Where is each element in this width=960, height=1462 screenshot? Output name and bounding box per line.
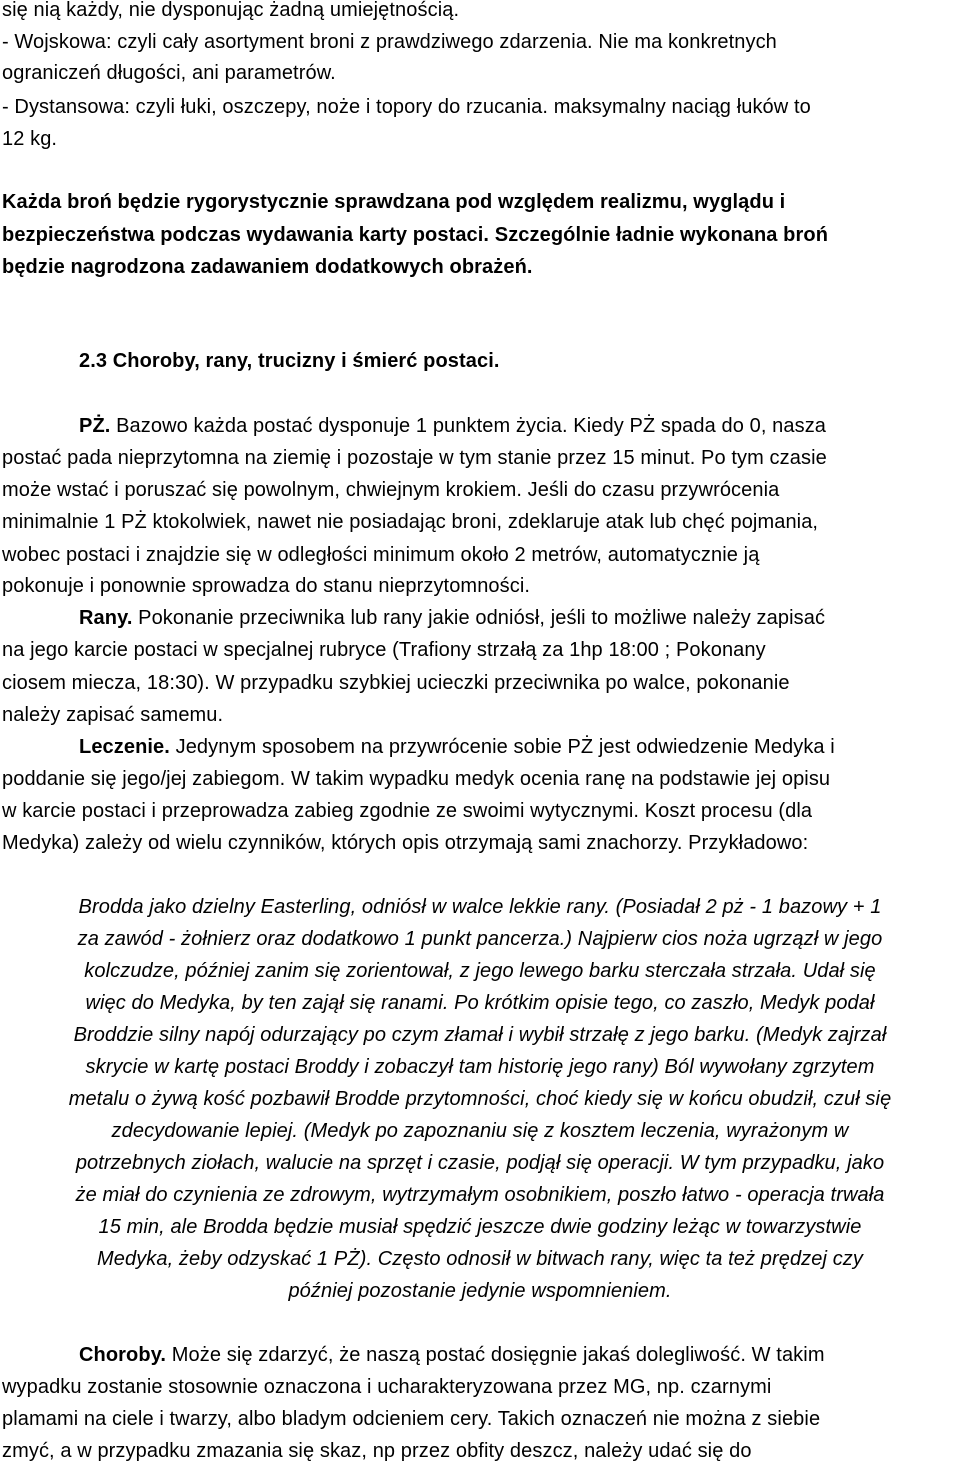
example-line: że miał do czynienia ze zdrowym, wytrzymałym osobnikiem, poszło łatwo - operacja trwała (75, 1184, 885, 1206)
text-line: na jego karcie postaci w specjalnej rubryce (Trafiony strzałą za 1hp 18:00 ; Pokonany (2, 639, 766, 661)
text-line (79, 737, 835, 757)
text-line: ograniczeń długości, ani parametrów. (2, 62, 336, 84)
text-line: się nią każdy, nie dysponując żadną umiejętnością. (2, 0, 460, 21)
pz-label: PŻ. (79, 415, 111, 437)
choroby-label: Choroby. (79, 1344, 167, 1366)
leczenie-text: Jedynym sposobem na przywrócenie sobie PŻ jest odwiedzenie Medyka i (169, 736, 835, 758)
text-line: - Wojskowa: czyli cały asortyment broni z prawdziwego zdarzenia. Nie ma konkretnych (2, 31, 777, 53)
rany-text: Pokonanie przeciwnika lub rany jakie odniósł, jeśli to możliwe należy zapisać (132, 607, 826, 629)
bold-text-line: Każda broń będzie rygorystycznie sprawdzana pod względem realizmu, wyglądu i (2, 191, 786, 213)
example-line: Brodda jako dzielny Easterling, odniósł w walce lekkie rany. (Posiadał 2 pż - 1 bazowy + 1 (78, 896, 882, 918)
example-line: metalu o żywą kość pozbawił Brodde przytomności, choć kiedy się w końcu obudził, czuł się (68, 1088, 892, 1110)
text-line: wypadku zostanie stosownie oznaczona i ucharakteryzowana przez MG, np. czarnymi (2, 1376, 772, 1398)
example-line: 15 min, ale Brodda będzie musiał spędzić jeszcze dwie godziny leżąc w towarzystwie (98, 1216, 862, 1238)
example-line: Broddzie silny napój odurzający po czym złamał i wybił strzałę z jego barku. (Medyk zajrzał (73, 1024, 887, 1046)
example-line: skrycie w kartę postaci Broddy i zobaczył tam historię jego rany) Ból wywołany zgrzytem (85, 1056, 875, 1078)
text-line: postać pada nieprzytomna na ziemię i pozostaje w tym stanie przez 15 minut. Po tym czasie (2, 447, 827, 469)
rany-label: Rany. (79, 607, 133, 629)
text-line (79, 416, 826, 436)
text-line (79, 608, 825, 628)
text-line: plamami na ciele i twarzy, albo bladym odcieniem cery. Takich oznaczeń nie można z siebie (2, 1408, 821, 1430)
leczenie-label: Leczenie. (79, 736, 170, 758)
text-line (79, 1345, 825, 1365)
bold-text-line: będzie nagrodzona zadawaniem dodatkowych obrażeń. (2, 256, 533, 278)
example-line: kolczudze, później zanim się zorientował, z jego lewego barku sterczała strzała. Udał się (84, 960, 876, 982)
example-line: więc do Medyka, by ten zajął się ranami. Po krótkim opisie tego, co zaszło, Medyk podał (85, 992, 875, 1014)
example-line: Medyka, żeby odzyskać 1 PŻ). Często odnosił w bitwach rany, więc ta też prędzej czy (96, 1248, 863, 1270)
example-line: za zawód - żołnierz oraz dodatkowo 1 punkt pancerza.) Najpierw cios noża ugrzązł w jego (77, 928, 883, 950)
text-line: Medyka) zależy od wielu czynników, których opis otrzymają sami znachorzy. Przykładowo: (2, 832, 809, 854)
text-line: może wstać i poruszać się powolnym, chwiejnym krokiem. Jeśli do czasu przywrócenia (2, 479, 780, 501)
text-line: minimalnie 1 PŻ ktokolwiek, nawet nie posiadając broni, zdeklaruje atak lub chęć pojmania, (2, 511, 819, 533)
example-line: potrzebnych ziołach, walucie na sprzęt i czasie, podjął się operacji. W tym przypadku, jako (75, 1152, 885, 1174)
text-line: poddanie się jego/jej zabiegom. W takim wypadku medyk ocenia ranę na podstawie jej opisu (2, 768, 831, 790)
section-heading: 2.3 Choroby, rany, trucizny i śmierć postaci. (79, 350, 500, 372)
text-line: należy zapisać samemu. (2, 704, 224, 726)
text-line: pokonuje i ponownie sprowadza do stanu nieprzytomności. (2, 575, 531, 597)
pz-text: Bazowo każda postać dysponuje 1 punktem życia. Kiedy PŻ spada do 0, nasza (110, 415, 827, 437)
text-line: - Dystansowa: czyli łuki, oszczepy, noże i topory do rzucania. maksymalny naciąg łuków to (2, 96, 811, 118)
text-line: wobec postaci i znajdzie się w odległości minimum około 2 metrów, automatycznie ją (2, 544, 760, 566)
text-line: 12 kg. (2, 128, 58, 150)
choroby-text: Może się zdarzyć, że naszą postać dosięgnie jakaś dolegliwość. W takim (166, 1344, 825, 1366)
text-line: ciosem miecza, 18:30). W przypadku szybkiej ucieczki przeciwnika po walce, pokonanie (2, 672, 790, 694)
bold-text-line: bezpieczeństwa podczas wydawania karty postaci. Szczególnie ładnie wykonana broń (2, 224, 829, 246)
text-line: w karcie postaci i przeprowadza zabieg zgodnie ze swoimi wytycznymi. Koszt procesu (dla (2, 800, 813, 822)
text-line: zmyć, a w przypadku zmazania się skaz, np przez obfity deszcz, należy udać się do (2, 1440, 752, 1462)
example-line: zdecydowanie lepiej. (Medyk po zapoznaniu się z kosztem leczenia, wyrażonym w (111, 1120, 849, 1142)
example-line: później pozostanie jedynie wspomnieniem. (288, 1280, 672, 1302)
